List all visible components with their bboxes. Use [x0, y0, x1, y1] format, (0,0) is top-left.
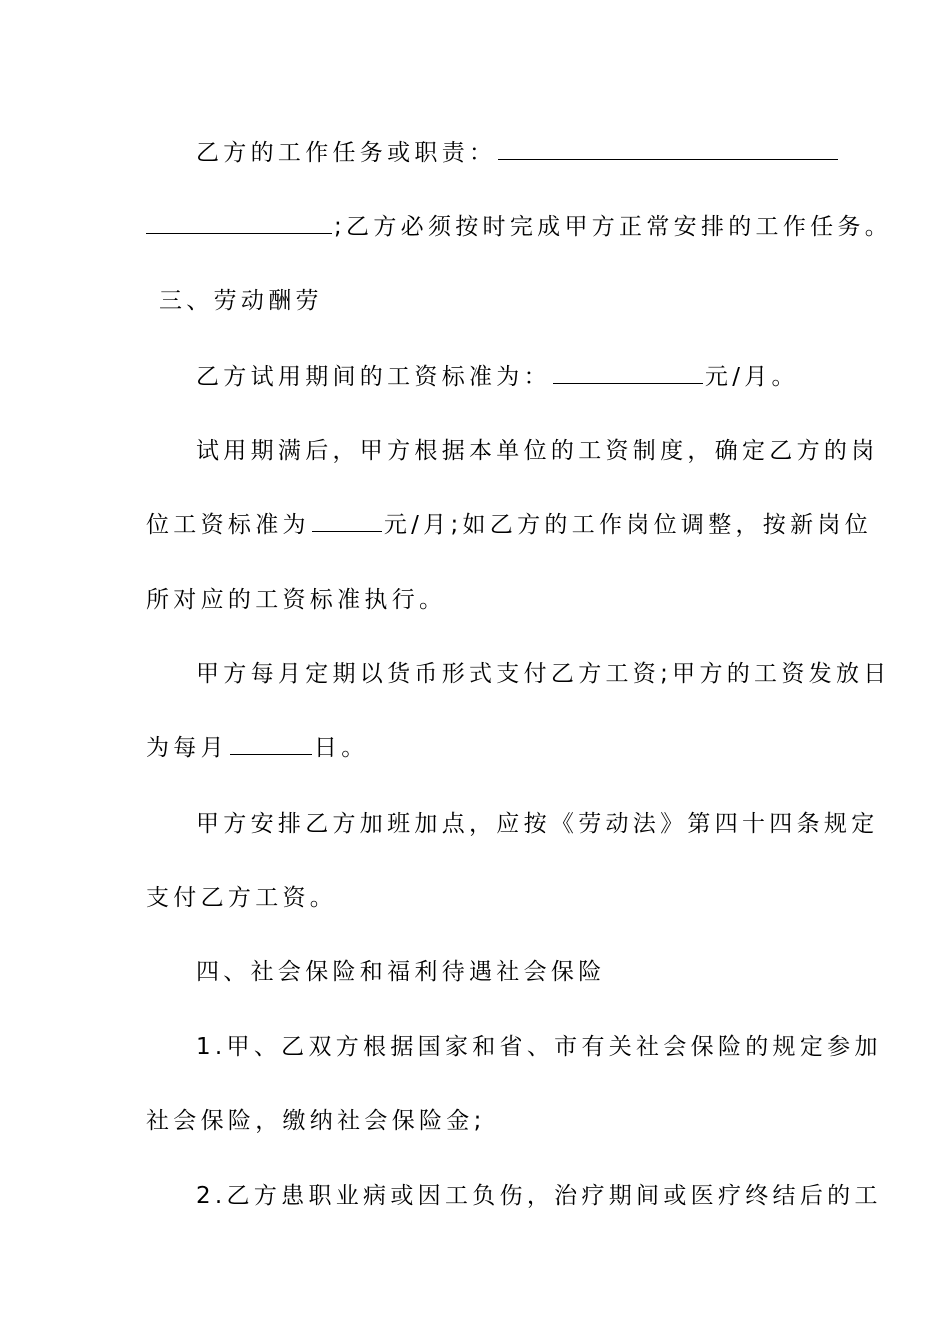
duty-label: 乙方的工作任务或职责： — [196, 140, 497, 166]
duty-blank-field-cont[interactable] — [146, 211, 332, 234]
post-salary-label: 位工资标准为 — [146, 512, 310, 538]
duty-line — [196, 137, 876, 169]
duty-continuation-line — [146, 211, 893, 243]
post-salary-blank-field[interactable] — [312, 509, 382, 532]
post-trial-line-1: 试用期满后，甲方根据本单位的工资制度，确定乙方的岗 — [196, 438, 879, 464]
section-4-heading: 四、社会保险和福利待遇社会保险 — [196, 959, 606, 985]
trial-salary-line — [196, 361, 876, 393]
item-2-line-1: 2.乙方患职业病或因工负伤，治疗期间或医疗终结后的工 — [196, 1183, 882, 1209]
payday-line-2 — [146, 732, 826, 764]
overtime-line-1: 甲方安排乙方加班加点，应按《劳动法》第四十四条规定 — [196, 811, 879, 837]
post-trial-line-3: 所对应的工资标准执行。 — [146, 587, 447, 613]
item-1-line-1: 1.甲、乙双方根据国家和省、市有关社会保险的规定参加 — [196, 1034, 882, 1060]
section-3-heading: 三、劳动酬劳 — [159, 288, 323, 314]
trial-salary-label: 乙方试用期间的工资标准为： — [196, 364, 551, 390]
post-trial-line-2 — [146, 509, 873, 541]
post-salary-rest: 元/月;如乙方的工作岗位调整，按新岗位 — [383, 512, 873, 538]
trial-salary-unit: 元/月。 — [704, 364, 799, 390]
payday-unit: 日。 — [313, 735, 369, 761]
duty-blank-field[interactable] — [498, 137, 838, 160]
payday-blank-field[interactable] — [230, 732, 312, 755]
overtime-line-2: 支付乙方工资。 — [146, 885, 338, 911]
duty-continuation-text: ;乙方必须按时完成甲方正常安排的工作任务。 — [334, 214, 893, 240]
item-1-line-2: 社会保险，缴纳社会保险金; — [146, 1108, 486, 1134]
payday-line-1: 甲方每月定期以货币形式支付乙方工资;甲方的工资发放日 — [196, 661, 891, 687]
payday-label: 为每月 — [146, 735, 228, 761]
trial-salary-blank-field[interactable] — [553, 361, 703, 384]
